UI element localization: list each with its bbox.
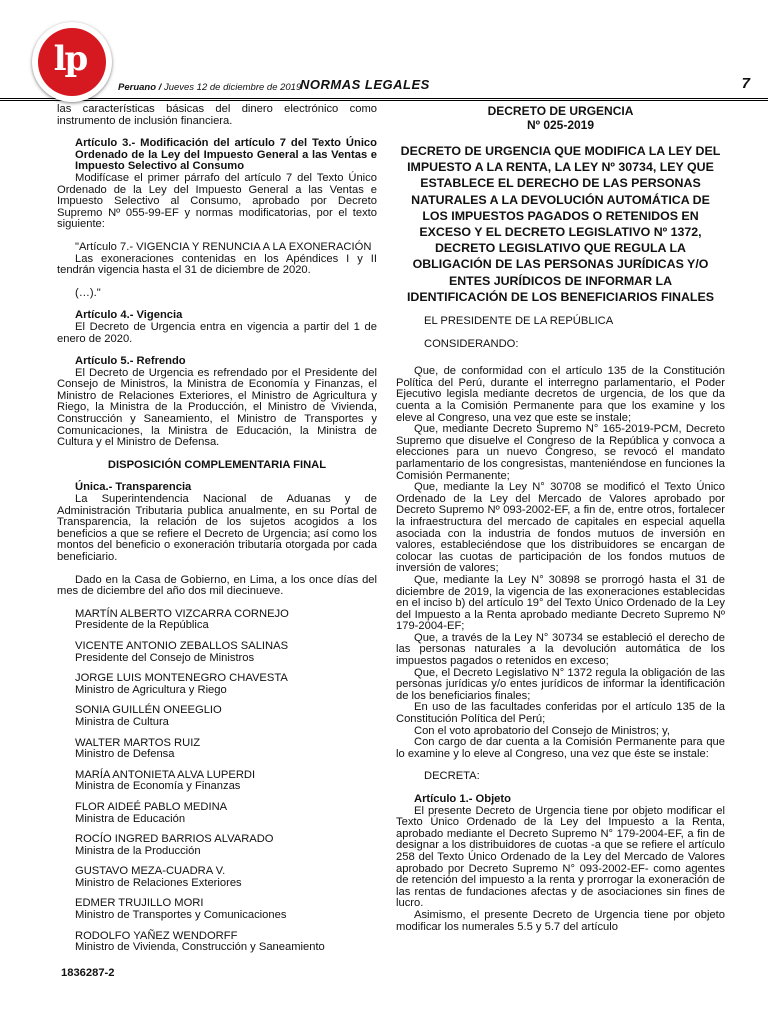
right-column [396,104,725,933]
decreta-label: DECRETA: [424,770,480,783]
article-4-body: El Decreto de Urgencia entra en vigencia a partir del 1 de enero de 2020. [57,320,377,345]
signature-title: Presidente del Consejo de Ministros [75,651,255,664]
president-line: EL PRESIDENTE DE LA REPÚBLICA [424,315,614,328]
unica-title: Única.- Transparencia [75,481,192,494]
considerando-paragraph: En uso de las facultades conferidas por el artículo 135 de la Constitución Política del Perú; [396,701,725,726]
signature-name: MARTÍN ALBERTO VIZCARRA CORNEJO [75,607,289,620]
signature-name: ROCÍO INGRED BARRIOS ALVARADO [75,833,274,846]
header-source-name: Peruano / [118,82,162,93]
article-5-title: Artículo 5.- Refrendo [75,355,186,368]
decree-number: Nº 025-2019 [526,118,595,132]
signature-title: Ministro de Transportes y Comunicaciones [75,909,287,922]
publication-logo [32,22,112,102]
decree-heading: DECRETO DE URGENCIA [487,104,634,118]
article-1-title: Artículo 1.- Objeto [414,793,511,805]
signature-name: SONIA GUILLÉN ONEEGLIO [75,704,222,717]
header-date: Jueves 12 de diciembre de 2019 [163,82,302,93]
publication-code: 1836287-2 [61,966,115,979]
signature-title: Ministra de la Producción [75,844,201,857]
signature-block [57,898,377,921]
signature-block [57,834,377,857]
header-section: NORMAS LEGALES [300,77,430,92]
unica-body: La Superintendencia Nacional de Aduanas y de Administración Tributaria publica anualmente, en su Portal de Transparencia, la relación de los sujetos acogidos a los beneficios a que se refiere el Decreto de Urgencia; así como los montos del beneficio o exoneración tributaria otorgada por cada beneficiario. [57,493,377,563]
considerando-paragraph: Que, a través de la Ley N° 30734 se estableció el derecho de las personas naturales a la devolución automática de los impuestos pagados o retenidos en exceso; [396,631,725,668]
signature-name: VICENTE ANTONIO ZEBALLOS SALINAS [75,639,289,652]
signature-name: MARÍA ANTONIETA ALVA LUPERDI [75,768,256,781]
signature-block [57,931,377,954]
signature-name: GUSTAVO MEZA-CUADRA V. [75,865,226,878]
signature-block [57,770,377,793]
article-1-body: El presente Decreto de Urgencia tiene por objeto modificar el Texto Único Ordenado de la Ley del Impuesto a la Renta, aprobado mediante el Decreto Supremo N° 179-2004-EF, a fin de designar a los distribuidores de cuotas -a que se refiere el artículo 258 del Texto Único Ordenado de la Ley del Mercado de Valores aprobado por Decreto Supremo N° 093-2002-EF- como agentes de retención del impuesto a la renta y prorrogar la exoneración de las rentas de fundaciones afectas y de asociaciones sin fines de lucro. [396,804,725,910]
considerando-paragraph: Que, mediante la Ley N° 30898 se prorrogó hasta el 31 de diciembre de 2019, la vigencia de las exoneraciones establecidas en el inciso b) del artículo 19° del Texto Único Ordenado de la Ley del Impuesto a la Renta aprobado mediante Decreto Supremo Nº 179-2004-EF; [396,573,725,633]
page-header [0,75,768,101]
signature-block [57,609,377,632]
signature-name: WALTER MARTOS RUIZ [75,736,201,749]
signature-list [57,609,377,954]
considerando-paragraph: Que, de conformidad con el artículo 135 de la Constitución Política del Perú, durante el interregno parlamentario, el Poder Ejecutivo legisla mediante decretos de urgencia, de los que da cuenta a la Comisión Permanente para que los examine y los eleve al Congreso, una vez que este se instale; [396,365,725,424]
signature-title: Ministro de Defensa [75,748,175,761]
signature-block [57,866,377,889]
signature-title: Ministra de Cultura [75,715,169,728]
signature-title: Ministro de Vivienda, Construcción y Saneamiento [75,941,325,954]
signature-block [57,641,377,664]
signature-title: Presidente de la República [75,619,209,632]
signature-block [57,802,377,825]
considerando-paragraph: Que, mediante Decreto Supremo N° 165-2019-PCM, Decreto Supremo que disuelve el Congreso de la República y convoca a elecciones para un nuevo Congreso, se revocó el mandato parlamentario de los congresistas, manteniéndose en funciones la Comisión Permanente; [396,423,725,482]
signature-title: Ministra de Economía y Finanzas [75,780,241,793]
page-number: 7 [741,75,750,92]
logo-text: lp [53,39,87,80]
signature-title: Ministro de Relaciones Exteriores [75,876,242,889]
quote-body: Las exoneraciones contenidas en los Apéndices I y II tendrán vigencia hasta el 31 de diciembre de 2020. [57,252,377,277]
left-column [57,104,377,979]
disposition-title: DISPOSICIÓN COMPLEMENTARIA FINAL [107,458,327,471]
article-5-body: El Decreto de Urgencia es refrendado por el Presidente del Consejo de Ministros, la Ministra de Economía y Finanzas, el Ministro de Relaciones Exteriores, el Ministro de Agricultura y Riego, la Ministra de la Producción, el Ministro de Vivienda, Construcción y Saneamiento, el Ministro de Transportes y Comunicaciones, la Ministra de Educación, la Ministra de Cultura y el Ministro de Defensa. [57,366,377,449]
article-4-title: Artículo 4.- Vigencia [75,309,183,322]
quote-end: (…)." [75,286,101,299]
intro-text: las características básicas del dinero electrónico como instrumento de inclusión financiera. [57,103,377,127]
considerando-label: CONSIDERANDO: [424,337,519,350]
considerando-paragraph: Que, el Decreto Legislativo N° 1372 regula la obligación de las personas jurídicas y/o entes jurídicos de informar la identificación de los beneficiarios finales; [396,666,725,702]
considerando-paragraph: Que, mediante la Ley N° 30708 se modificó el Texto Único Ordenado de la Ley del Mercado de Valores aprobado por Decreto Supremo Nº 093-2002-EF, a fin de, entre otros, fortalecer la infraestructura del mercado de capitales en especial aquella asociada con la industria de fondos mutuos de inversión en valores, estableciéndose que los distribuidores se encargan de colocar las cuotas de participación de los fondos mutuos de inversión de valores; [396,481,725,575]
quote-title: "Artículo 7.- VIGENCIA Y RENUNCIA A LA EXONERACIÓN [75,240,372,253]
signature-title: Ministro de Agricultura y Riego [75,683,227,696]
considerando-paragraph: Con el voto aprobatorio del Consejo de Ministros; y, [414,724,670,737]
signature-title: Ministra de Educación [75,812,186,825]
signature-name: FLOR AIDEÉ PABLO MEDINA [75,800,228,813]
signature-block [57,705,377,728]
signature-name: RODOLFO YAÑEZ WENDORFF [75,929,238,942]
signature-name: JORGE LUIS MONTENEGRO CHAVESTA [75,672,288,685]
header-source [118,82,301,94]
signature-block [57,673,377,696]
signature-block [57,738,377,761]
considerando-paragraph: Con cargo de dar cuenta a la Comisión Permanente para que lo examine y lo eleve al Congreso, una vez que éste se instale: [396,736,725,760]
article-1-body-continued: Asimismo, el presente Decreto de Urgencia tiene por objeto modificar los numerales 5.5 y 5.7 del artículo [396,908,725,933]
dado-text: Dado en la Casa de Gobierno, en Lima, a los once días del mes de diciembre del año dos mil diecinueve. [57,573,377,598]
signature-name: EDMER TRUJILLO MORI [75,897,204,910]
article-3-body: Modifícase el primer párrafo del artículo 7 del Texto Único Ordenado de la Ley del Impuesto General a las Ventas e Impuesto Selectivo al Consumo, aprobado por Decreto Supremo Nº 055-99-EF y normas modificatorias, por el texto siguiente: [57,171,377,231]
article-3-title: Artículo 3.- Modificación del artículo 7 del Texto Único Ordenado de la Ley del Impuesto General a las Ventas e Impuesto Selectivo al Consumo [75,137,377,173]
decree-title: DECRETO DE URGENCIA QUE MODIFICA LA LEY DEL IMPUESTO A LA RENTA, LA LEY Nº 30734, LEY QUE ESTABLECE EL DERECHO DE LAS PERSONAS NATURALES A LA DEVOLUCIÓN AUTOMÁTICA DE LOS IMPUESTOS PAGADOS O RETENIDOS EN EXCESO Y EL DECRETO LEGISLATIVO Nº 1372, DECRETO LEGISLATIVO QUE REGULA LA OBLIGACIÓN DE LAS PERSONAS JURÍDICAS Y/O ENTES JURÍDICOS DE INFORMAR LA IDENTIFICACIÓN DE LOS BENEFICIARIOS FINALES [400,144,721,304]
logo-badge [38,28,106,96]
